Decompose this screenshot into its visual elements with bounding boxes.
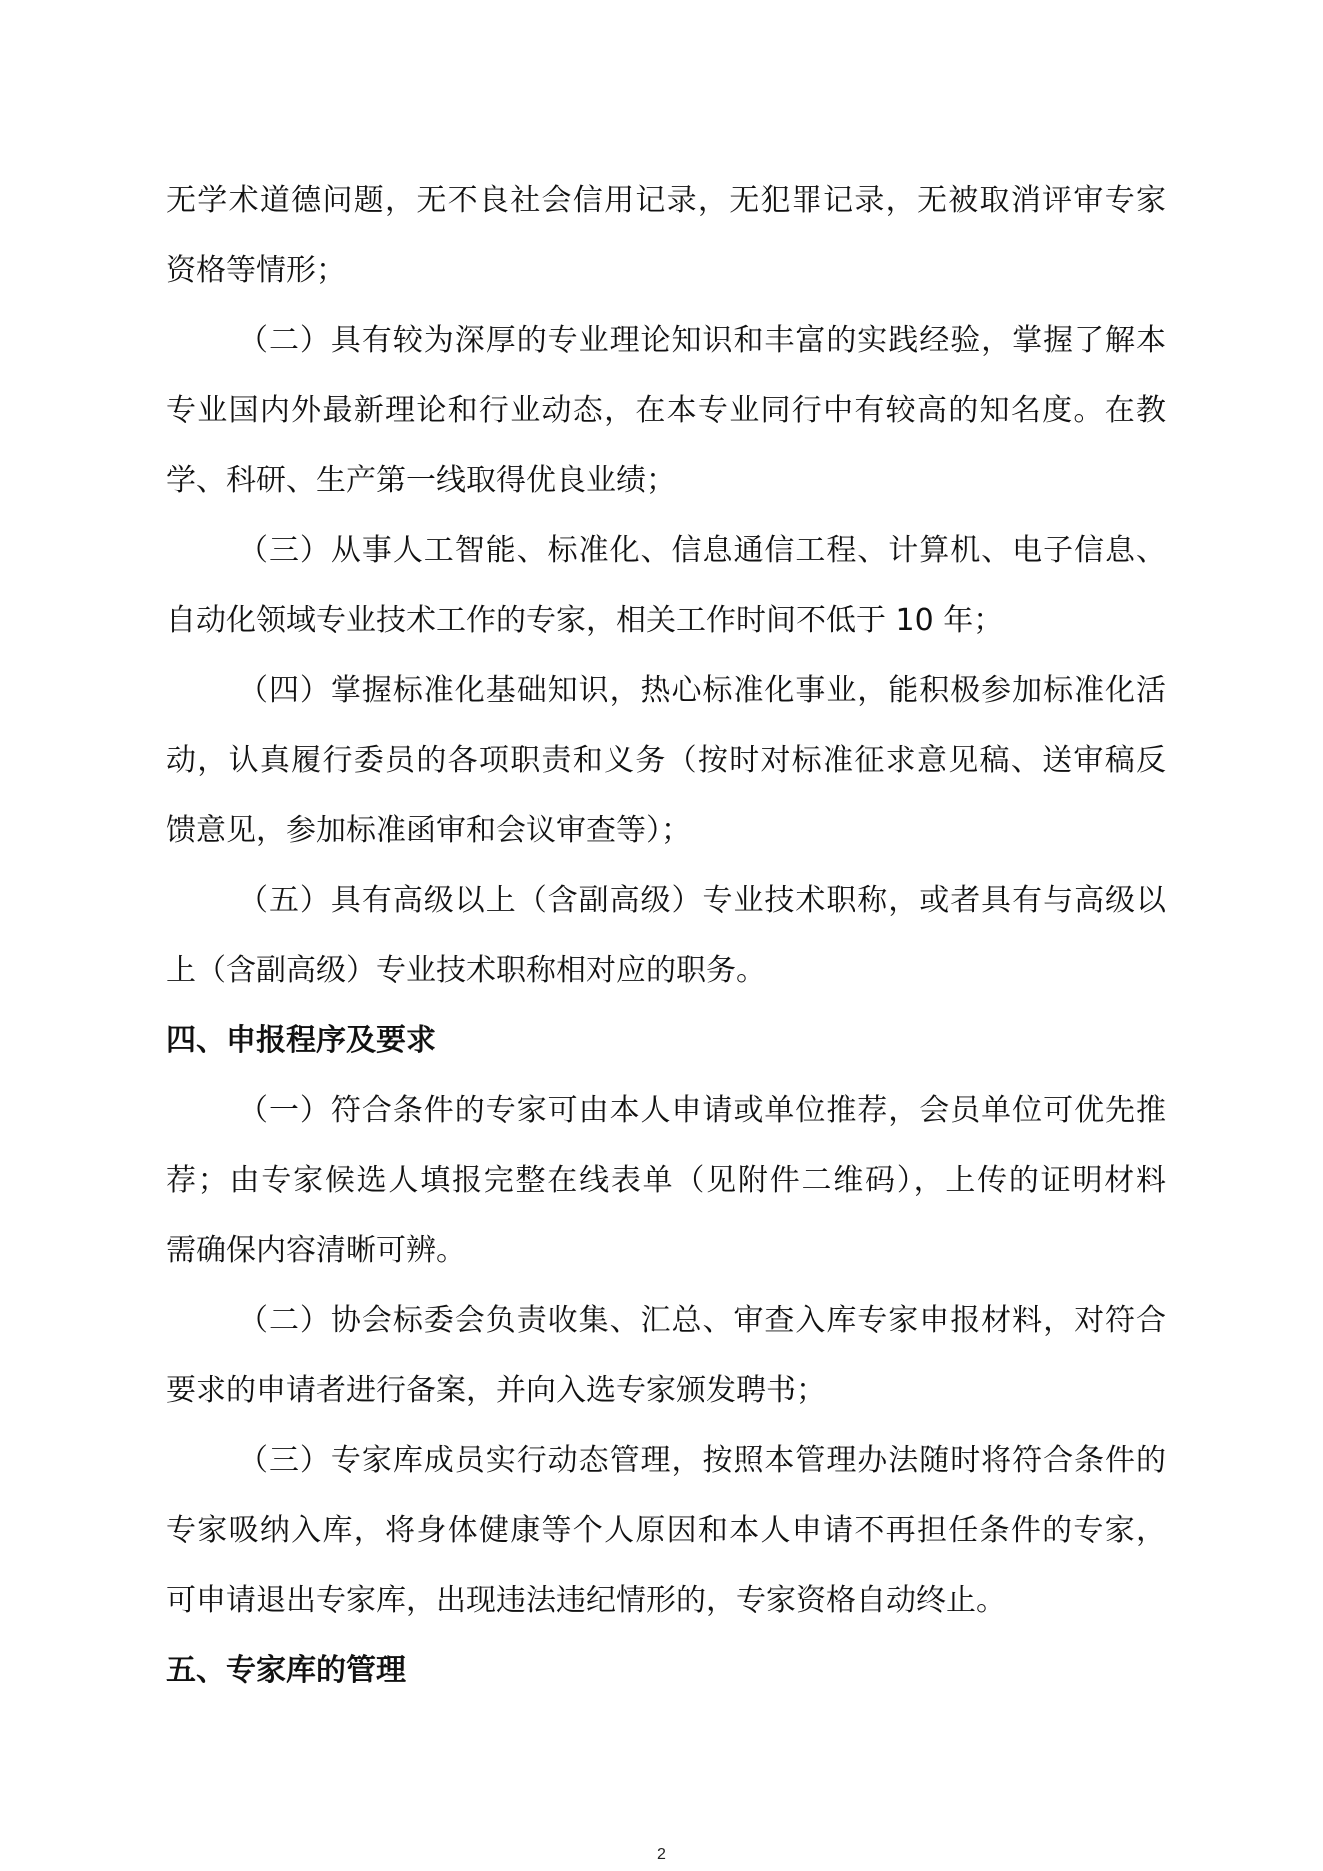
paragraph-line: （四）掌握标准化基础知识，热心标准化事业，能积极参加标准化活 [238, 673, 1166, 708]
paragraph-line: 资格等情形； [166, 253, 346, 288]
paragraph-line: （三）专家库成员实行动态管理，按照本管理办法随时将符合条件的 [238, 1443, 1166, 1478]
paragraph-line: 可申请退出专家库，出现违法违纪情形的，专家资格自动终止。 [166, 1583, 1006, 1618]
page-number: 2 [657, 1846, 666, 1863]
paragraph-line: （一）符合条件的专家可由本人申请或单位推荐，会员单位可优先推 [238, 1093, 1166, 1128]
paragraph-line: （二）具有较为深厚的专业理论知识和丰富的实践经验，掌握了解本 [238, 323, 1166, 358]
paragraph-line: 专业国内外最新理论和行业动态，在本专业同行中有较高的知名度。在教 [166, 393, 1166, 428]
paragraph-line: 需确保内容清晰可辨。 [166, 1233, 466, 1268]
paragraph-line: 上（含副高级）专业技术职称相对应的职务。 [166, 953, 766, 988]
paragraph-line: （五）具有高级以上（含副高级）专业技术职称，或者具有与高级以 [238, 883, 1166, 918]
paragraph-line: 无学术道德问题，无不良社会信用记录，无犯罪记录，无被取消评审专家 [166, 183, 1166, 218]
paragraph-line: （二）协会标委会负责收集、汇总、审查入库专家申报材料，对符合 [238, 1303, 1166, 1338]
paragraph-line: 专家吸纳入库，将身体健康等个人原因和本人申请不再担任条件的专家， [166, 1513, 1166, 1548]
section-heading: 五、专家库的管理 [166, 1653, 406, 1688]
paragraph-line: 要求的申请者进行备案，并向入选专家颁发聘书； [166, 1373, 826, 1408]
paragraph-line: 荐；由专家候选人填报完整在线表单（见附件二维码），上传的证明材料 [166, 1163, 1166, 1198]
paragraph-line: 动，认真履行委员的各项职责和义务（按时对标准征求意见稿、送审稿反 [166, 743, 1166, 778]
paragraph-line: 馈意见，参加标准函审和会议审查等）； [166, 813, 691, 848]
document-body [166, 166, 1166, 1706]
paragraph-line: 自动化领域专业技术工作的专家，相关工作时间不低于 10 年； [166, 603, 1004, 638]
paragraph-line: （三）从事人工智能、标准化、信息通信工程、计算机、电子信息、 [238, 533, 1166, 568]
section-heading: 四、申报程序及要求 [166, 1023, 436, 1058]
paragraph-line: 学、科研、生产第一线取得优良业绩； [166, 463, 676, 498]
